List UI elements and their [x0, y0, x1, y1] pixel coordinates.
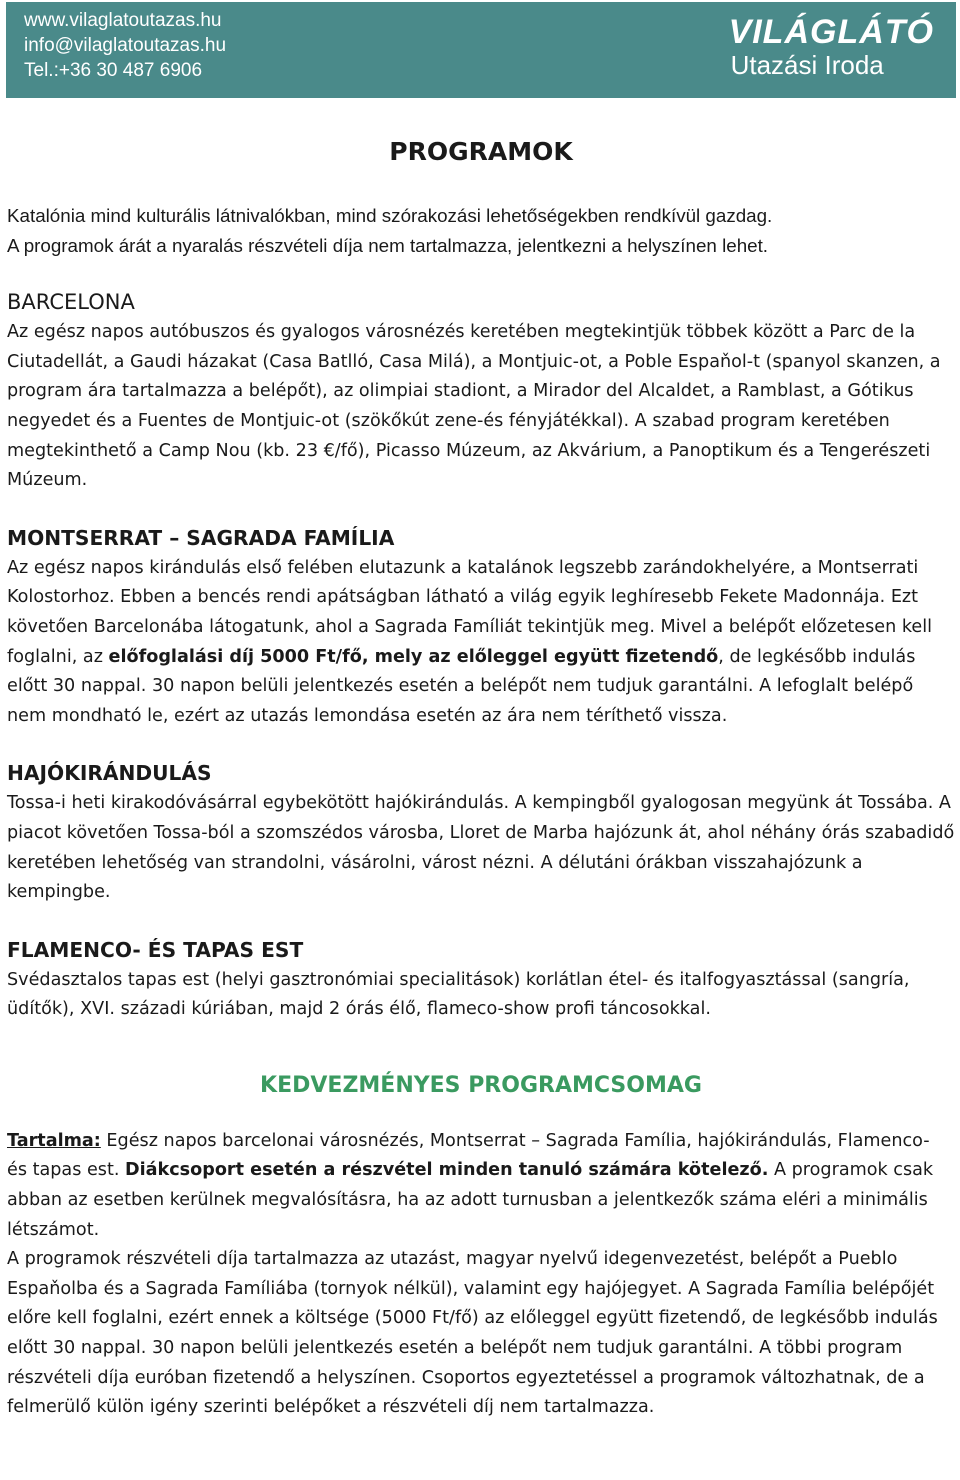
header-banner — [6, 2, 956, 98]
package-contents — [7, 1127, 955, 1245]
page-title: PROGRAMOK — [389, 137, 573, 166]
intro-line-1: Katalónia mind kulturális látnivalókban, mind szórakozási lehetőségekben rendkívül gazdag. — [7, 205, 773, 226]
document-body — [7, 130, 955, 1423]
package-contents-text: Egész napos barcelonai városnézés, Montserrat – Sagrada Família, hajókirándulás, Flamenco- és tapas est. — [7, 1130, 930, 1181]
boat-trip-heading: HAJÓKIRÁNDULÁS — [7, 761, 212, 786]
package-heading: KEDVEZMÉNYES PROGRAMCSOMAG — [260, 1072, 702, 1098]
barcelona-heading: BARCELONA — [7, 290, 135, 315]
email-link[interactable]: info@vilaglatoutazas.hu — [24, 35, 227, 56]
company-logo — [729, 14, 934, 80]
package-contents-label: Tartalma: — [7, 1130, 101, 1151]
phone-number: Tel.:+36 30 487 6906 — [24, 60, 203, 81]
contact-info — [24, 8, 226, 83]
montserrat-text — [7, 554, 955, 732]
montserrat-heading: MONTSERRAT – SAGRADA FAMÍLIA — [7, 525, 395, 550]
logo-name: VILÁGLÁTÓ — [728, 13, 934, 51]
boat-trip-text: Tossa-i heti kirakodóvásárral egybekötött hajókirándulás. A kempingből gyalogosan megyünk át Tossába. A piacot követően Tossa-ból a szomszédos városba, Lloret de Marba hajózunk át, ahol néhány órás szabadidő keretében lehetőség van strandolni, vásárolni, várost nézni. A délutáni órákban visszahajózunk a kempingbe. — [7, 793, 955, 903]
logo-subtitle: Utazási Iroda — [730, 50, 884, 80]
intro-line-2: A programok árát a nyaralás részvételi díja nem tartalmazza, jelentkezni a helyszínen lehet. — [7, 234, 769, 256]
flamenco-text: Svédasztalos tapas est (helyi gasztronómiai specialitások) korlátlan étel- és italfogyasztással (sangría, üdítők), XVI. századi kúriában, majd 2 órás élő, flameco-show profi táncosokkal. — [7, 969, 910, 1020]
package-mandatory: Diákcsoport esetén a részvétel minden tanuló számára kötelező. — [125, 1160, 769, 1181]
montserrat-text-2: , de legkésőbb indulás előtt 30 nappal. 30 napon belüli jelentkezés esetén a belépőt nem tudjuk garantálni. A lefoglalt belépő nem mondható le, ezért az utazás lemondása esetén az ára nem téríthető vissza. — [7, 646, 916, 726]
website-link[interactable]: www.vilaglatoutazas.hu — [24, 10, 222, 31]
package-condition: A programok csak abban az esetben kerülnek megvalósításra, ha az adott turnusban a jelentkezők száma eléri a minimális létszámot. — [7, 1160, 934, 1240]
montserrat-fee-bold: előfoglalási díj 5000 Ft/fő, mely az előleggel együtt fizetendő — [108, 646, 719, 667]
barcelona-text: Az egész napos autóbuszos és gyalogos városnézés keretében megtekintjük többek között a Parc de la Ciutadellát, a Gaudi házakat (Casa Batlló, Casa Milá), a Montjuic-ot, a Poble Espaňol-t (spanyol skanzen, a program ára tartalmazza a belépőt), az olimpiai stadiont, a Mirador del Alcaldet, a Ramblast, a Gótikus negyedet és a Fuentes de Montjuic-ot (szökőkút zene-és fényjátékkal). A szabad program keretében megtekinthető a Camp Nou (kb. 23 €/fő), Picasso Múzeum, az Akvárium, a Panoptikum és a Tengerészeti Múzeum. — [7, 322, 941, 491]
package-included: A programok részvételi díja tartalmazza az utazást, magyar nyelvű idegenvezetést, belépőt a Pueblo Espaňolba és a Sagrada Famíliába (tornyok nélkül), valamint egy hajójegyet. A Sagrada Família belépőjét előre kell foglalni, ezért ennek a költsége (5000 Ft/fő) az előleggel együtt fizetendő, de legkésőbb indulás előtt 30 nappal. 30 napon belüli jelentkezés esetén a belépőt nem tudjuk garantálni. A többi program részvételi díja euróban fizetendő a helyszínen. Csoportos egyeztetéssel a programok változhatnak, de a felmerülő külön igény szerinti belépőket a részvételi díj nem tartalmazza. — [7, 1249, 938, 1418]
flamenco-heading: FLAMENCO- ÉS TAPAS EST — [7, 937, 304, 962]
montserrat-text-1: Az egész napos kirándulás első felében elutazunk a katalánok legszebb zarándokhelyére, a Montserrati Kolostorhoz. Ebben a bencés rendi apátságban látható a világ egyik leghíresebb Fekete Madonnája. Ezt követően Barcelonába látogatunk, ahol a Sagrada Famíliát tekintjük meg. Mivel a belépőt előzetesen kell foglalni, az — [7, 557, 932, 667]
